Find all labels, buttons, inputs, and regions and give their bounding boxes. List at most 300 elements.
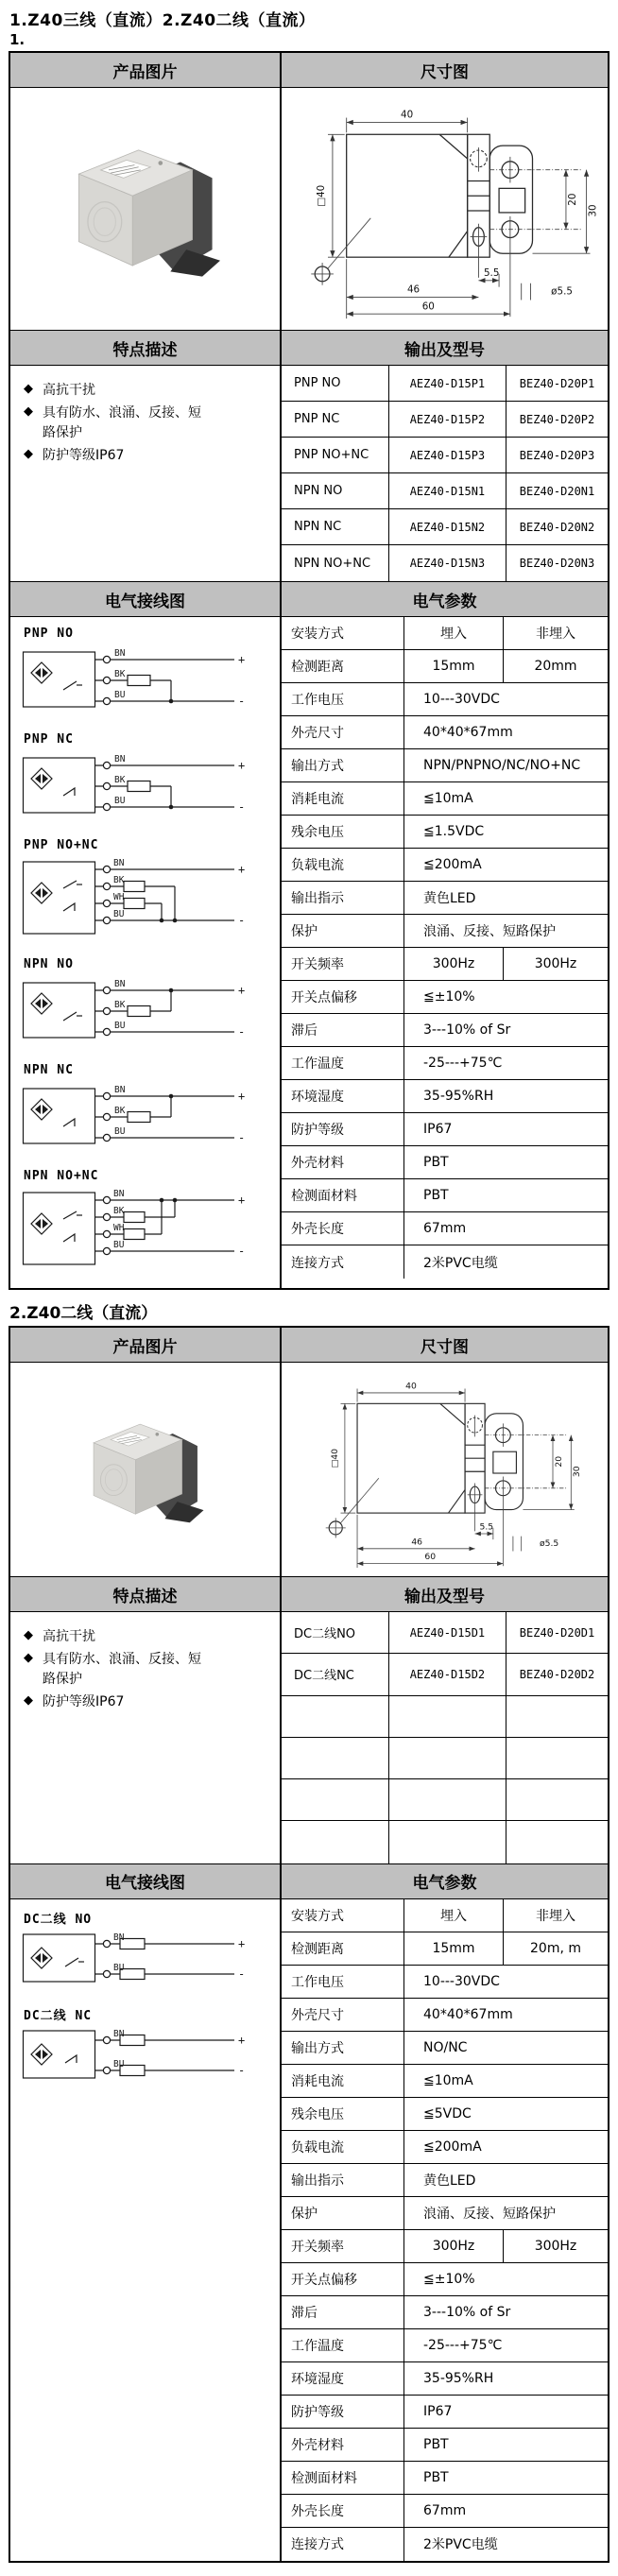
feature-text: 高抗干扰	[43, 383, 95, 398]
wiring-title: DC二线 NO	[24, 1912, 93, 1927]
param-label: 外壳长度	[282, 1212, 404, 1245]
feature-item	[24, 404, 213, 442]
feature-text: 具有防水、浪涌、反接、短路保护	[43, 405, 201, 440]
param-label: 开关点偏移	[282, 2263, 404, 2295]
wire-label-bn: BN	[113, 1932, 125, 1943]
model-output-type: NPN NO+NC	[282, 545, 389, 581]
wire-label-bn: BN	[113, 858, 125, 868]
dim-width-top: 40	[400, 109, 413, 121]
section1-header-row-features	[10, 331, 608, 366]
product-photo	[60, 134, 231, 283]
feature-item	[24, 1627, 213, 1646]
wiring-title: PNP NO	[24, 627, 74, 641]
param-value-1: NPN/PNPNO/NC/NO+NC	[423, 758, 581, 773]
section1-product-photo-cell	[10, 88, 282, 330]
section1-images-row	[10, 88, 608, 331]
param-label: 消耗电流	[282, 2065, 404, 2097]
wire-label-bu: BU	[113, 909, 125, 919]
param-row	[282, 2197, 608, 2230]
model-row	[282, 1738, 608, 1779]
param-value-1: ≦10mA	[423, 2072, 473, 2088]
param-row	[282, 1932, 608, 1966]
param-row	[282, 981, 608, 1014]
wire-label-bn: BN	[113, 2028, 125, 2039]
model-code-nonflush: BEZ40-D20P1	[519, 376, 595, 390]
param-value-1: ≦±10%	[423, 989, 475, 1005]
header-params: 电气参数	[412, 592, 477, 611]
section1-params-table	[282, 617, 608, 1288]
param-row	[282, 948, 608, 981]
plus-mark: +	[238, 1090, 246, 1103]
wiring-title: NPN NO	[24, 957, 74, 971]
model-code-nonflush	[506, 1738, 608, 1778]
dim-side: □40	[315, 184, 327, 207]
model-code-flush	[389, 1696, 506, 1737]
param-value-1: ≦±10%	[423, 2271, 475, 2287]
param-value-1: 3---10% of Sr	[423, 2304, 511, 2320]
param-row	[282, 849, 608, 882]
param-value-1: 300Hz	[432, 2238, 475, 2254]
param-label: 外壳尺寸	[282, 716, 404, 748]
param-value-1: -25---+75℃	[423, 1056, 503, 1071]
param-label: 开关频率	[282, 948, 404, 980]
param-row	[282, 915, 608, 948]
param-value-1: 黄色LED	[423, 891, 476, 906]
section2-wiring-diagrams	[10, 1899, 282, 2561]
header-wiring: 电气接线图	[10, 582, 282, 616]
wiring-title: DC二线 NC	[24, 2008, 93, 2023]
param-row	[282, 2462, 608, 2495]
header-output-models: 输出及型号	[404, 1587, 485, 1606]
param-row	[282, 2429, 608, 2462]
wire-label-wh: WH	[113, 1223, 125, 1233]
wire-label-bk: BK	[113, 875, 125, 885]
feature-text: 防护等级IP67	[43, 1693, 125, 1709]
minus-mark: -	[238, 800, 246, 814]
model-row	[282, 509, 608, 545]
param-row	[282, 650, 608, 683]
param-label: 检测距离	[282, 650, 404, 682]
section1-features	[10, 366, 282, 581]
wire-label-bn: BN	[114, 1085, 126, 1095]
model-code-nonflush: BEZ40-D20P3	[519, 448, 595, 462]
model-code-nonflush: BEZ40-D20D2	[519, 1667, 595, 1681]
section2-header-row-features	[10, 1577, 608, 1612]
model-output-type	[282, 1821, 389, 1863]
param-label: 安装方式	[282, 617, 404, 649]
param-value-1: 埋入	[440, 1908, 467, 1924]
model-row	[282, 1612, 608, 1654]
param-label: 防护等级	[282, 1113, 404, 1145]
param-value-1: IP67	[423, 1122, 453, 1137]
section2-header-row-images	[10, 1328, 608, 1363]
model-row	[282, 1821, 608, 1863]
section2-table	[9, 1326, 609, 2563]
param-value-1: ≦200mA	[423, 2138, 482, 2155]
model-row	[282, 1779, 608, 1821]
feature-item	[24, 446, 213, 465]
wiring-title: NPN NO+NC	[24, 1169, 99, 1183]
section1-wiring-diagrams	[10, 617, 282, 1288]
param-label: 检测面材料	[282, 1179, 404, 1211]
param-row	[282, 816, 608, 849]
section1-header-row-images	[10, 53, 608, 88]
param-row	[282, 2296, 608, 2329]
feature-text: 防护等级IP67	[43, 447, 125, 463]
param-label: 工作电压	[282, 1966, 404, 1998]
model-code-flush: AEZ40-D15N2	[389, 509, 506, 544]
model-output-type: DC二线NC	[282, 1654, 389, 1694]
model-row	[282, 545, 608, 581]
param-row	[282, 749, 608, 782]
param-label: 环境湿度	[282, 1080, 404, 1112]
diamond-bullet-icon: ◆	[24, 382, 33, 396]
param-row	[282, 1245, 608, 1279]
param-row	[282, 2329, 608, 2362]
wiring-diagram-dc2-nc	[22, 2005, 280, 2089]
wire-label-bn: BN	[114, 754, 126, 764]
model-code-flush: AEZ40-D15N1	[389, 473, 506, 508]
dim-hole-offset: 5.5	[479, 1521, 493, 1533]
model-code-flush	[389, 1779, 506, 1820]
section2-dimension-cell	[282, 1363, 608, 1576]
param-value-1: 67mm	[423, 1221, 467, 1236]
plus-mark: +	[238, 863, 246, 876]
wire-label-bu: BU	[114, 690, 126, 700]
dim-bracket-height: 30	[571, 1465, 582, 1477]
feature-text: 高抗干扰	[43, 1629, 95, 1644]
section1-dimension-cell	[282, 88, 608, 330]
model-output-type	[282, 1738, 389, 1778]
wiring-title: PNP NO+NC	[24, 838, 99, 852]
diamond-bullet-icon: ◆	[24, 446, 33, 461]
dimension-drawing	[303, 1365, 587, 1574]
model-row	[282, 438, 608, 473]
param-row	[282, 2263, 608, 2296]
model-row	[282, 473, 608, 509]
minus-mark: -	[238, 695, 246, 708]
model-code-flush: AEZ40-D15D1	[389, 1612, 506, 1653]
dim-body-depth: 46	[410, 1536, 422, 1547]
param-value-1: ≦1.5VDC	[423, 824, 485, 839]
param-value-1: 黄色LED	[423, 2172, 476, 2189]
minus-mark: -	[238, 914, 246, 927]
wiring-title: PNP NC	[24, 732, 74, 747]
diamond-bullet-icon: ◆	[24, 404, 33, 420]
param-label: 开关点偏移	[282, 981, 404, 1013]
dim-bracket-height: 30	[586, 204, 598, 217]
bottom-margin	[0, 2563, 618, 2576]
param-value-1: 35-95%RH	[423, 2370, 494, 2386]
param-label: 检测面材料	[282, 2462, 404, 2494]
param-value-1: ≦10mA	[423, 791, 473, 806]
param-row	[282, 1080, 608, 1113]
param-value-1: 10---30VDC	[423, 1973, 500, 1989]
param-row	[282, 1146, 608, 1179]
param-value-1: 浪涌、反接、短路保护	[423, 924, 556, 939]
section1-model-table	[282, 366, 608, 581]
wire-label-bn: BN	[114, 979, 126, 989]
model-output-type	[282, 1779, 389, 1820]
param-label: 残余电压	[282, 2098, 404, 2130]
wire-label-bk: BK	[114, 669, 126, 679]
plus-mark: +	[238, 759, 246, 772]
wire-label-bu: BU	[114, 1126, 126, 1137]
param-value-1: ≦5VDC	[423, 2105, 472, 2121]
wire-label-bu: BU	[114, 796, 126, 806]
feature-item	[24, 1650, 213, 1689]
param-value-2: 300Hz	[503, 948, 608, 980]
feature-text: 具有防水、浪涌、反接、短路保护	[43, 1652, 201, 1687]
model-code-flush: AEZ40-D15N3	[389, 545, 506, 581]
param-row	[282, 2032, 608, 2065]
header-product-image: 产品图片	[10, 53, 282, 87]
wire-label-bn: BN	[114, 648, 126, 659]
dim-hole-pitch: 20	[566, 193, 578, 206]
wiring-title: NPN NC	[24, 1063, 74, 1077]
param-row	[282, 1014, 608, 1047]
section2-features	[10, 1612, 282, 1863]
feature-item	[24, 1692, 213, 1711]
model-code-flush: AEZ40-D15P3	[389, 438, 506, 472]
wiring-diagram-npn-nc	[22, 1063, 280, 1157]
param-label: 输出指示	[282, 2164, 404, 2196]
param-row	[282, 782, 608, 816]
param-label: 滞后	[282, 2296, 404, 2328]
wire-label-bk: BK	[114, 1000, 126, 1010]
param-value-1: 40*40*67mm	[423, 2006, 513, 2022]
section1-wiring-params-row	[10, 617, 608, 1288]
param-row	[282, 2362, 608, 2396]
param-row	[282, 1179, 608, 1212]
model-code-nonflush: BEZ40-D20N2	[519, 520, 595, 534]
param-value-2: 非埋入	[503, 617, 608, 649]
param-value-1: -25---+75℃	[423, 2337, 503, 2353]
param-value-1: PBT	[423, 2469, 449, 2485]
model-row	[282, 1696, 608, 1738]
param-row	[282, 2065, 608, 2098]
param-value-1: NO/NC	[423, 2039, 468, 2055]
minus-mark: -	[238, 1131, 246, 1144]
section2-wiring-params-row	[10, 1899, 608, 2561]
model-output-type	[282, 1696, 389, 1737]
dim-width-top: 40	[404, 1381, 417, 1392]
param-value-1: IP67	[423, 2403, 453, 2419]
wire-label-bk: BK	[113, 1206, 125, 1216]
param-label: 保护	[282, 915, 404, 947]
param-row	[282, 2396, 608, 2429]
param-value-1: 40*40*67mm	[423, 725, 513, 740]
section1-number: 1.	[9, 31, 26, 48]
model-output-type: PNP NC	[282, 402, 389, 437]
header-dimension-diagram: 尺寸图	[421, 1337, 469, 1357]
section2-header-row-wiring	[10, 1864, 608, 1899]
section2-params-table	[282, 1899, 608, 2561]
param-row	[282, 882, 608, 915]
param-row	[282, 2495, 608, 2528]
param-label: 负载电流	[282, 849, 404, 881]
param-row	[282, 2098, 608, 2131]
model-output-type: PNP NO+NC	[282, 438, 389, 472]
param-label: 滞后	[282, 1014, 404, 1046]
param-value-1: 35-95%RH	[423, 1089, 494, 1104]
param-label: 保护	[282, 2197, 404, 2229]
header-output-models: 输出及型号	[404, 340, 485, 360]
wire-label-bu: BU	[114, 1021, 126, 1031]
diamond-bullet-icon: ◆	[24, 1651, 33, 1666]
model-code-nonflush: BEZ40-D20D1	[519, 1625, 595, 1640]
wire-label-bu: BU	[113, 1962, 125, 1973]
wire-label-bn: BN	[113, 1189, 125, 1199]
page-title: 1.Z40三线（直流）2.Z40二线（直流）	[9, 11, 316, 30]
model-code-nonflush	[506, 1696, 608, 1737]
wire-label-bk: BK	[114, 775, 126, 785]
model-code-flush	[389, 1738, 506, 1778]
param-label: 防护等级	[282, 2396, 404, 2428]
wiring-diagram-pnp-no-nc	[22, 838, 280, 945]
diamond-bullet-icon: ◆	[24, 1692, 33, 1708]
param-value-2: 20mm	[503, 650, 608, 682]
dim-hole-dia: ø5.5	[539, 1537, 558, 1549]
section2-features-models-row	[10, 1612, 608, 1864]
model-row	[282, 366, 608, 402]
dim-total-depth: 60	[423, 1551, 436, 1562]
param-label: 开关频率	[282, 2230, 404, 2262]
param-row	[282, 2230, 608, 2263]
model-code-nonflush	[506, 1821, 608, 1863]
model-code-nonflush: BEZ40-D20N3	[519, 557, 595, 570]
wiring-diagram-npn-no-nc	[22, 1169, 280, 1276]
wiring-diagram-npn-no	[22, 957, 280, 1051]
model-code-nonflush	[506, 1779, 608, 1820]
param-label: 消耗电流	[282, 782, 404, 815]
param-label: 安装方式	[282, 1899, 404, 1932]
dim-side: □40	[329, 1448, 340, 1468]
plus-mark: +	[238, 2033, 246, 2047]
plus-mark: +	[238, 1936, 246, 1950]
section2-product-photo-cell	[10, 1363, 282, 1576]
model-output-type: NPN NO	[282, 473, 389, 508]
param-value-1: 浪涌、反接、短路保护	[423, 2206, 556, 2222]
param-value-1: 2米PVC电缆	[423, 1255, 498, 1271]
param-value-1: 2米PVC电缆	[423, 2537, 498, 2553]
dim-total-depth: 60	[421, 301, 435, 313]
param-value-1: PBT	[423, 2436, 449, 2452]
model-code-flush: AEZ40-D15P2	[389, 402, 506, 437]
param-row	[282, 2164, 608, 2197]
param-value-1: 10---30VDC	[423, 692, 500, 707]
model-row	[282, 402, 608, 438]
dim-hole-pitch: 20	[553, 1455, 564, 1468]
param-row	[282, 1966, 608, 1999]
model-row	[282, 1654, 608, 1695]
param-row	[282, 1899, 608, 1932]
param-label: 输出指示	[282, 882, 404, 914]
section2-model-table	[282, 1612, 608, 1863]
section1-header-row-wiring	[10, 582, 608, 617]
model-code-nonflush: BEZ40-D20P2	[519, 412, 595, 426]
dim-hole-offset: 5.5	[483, 266, 499, 279]
param-row	[282, 1047, 608, 1080]
header-features: 特点描述	[10, 1577, 282, 1611]
wire-label-bu: BU	[113, 1240, 125, 1250]
param-value-1: ≦200mA	[423, 857, 482, 872]
header-params: 电气参数	[412, 1874, 477, 1894]
param-row	[282, 1113, 608, 1146]
param-label: 输出方式	[282, 749, 404, 781]
param-row	[282, 1212, 608, 1245]
minus-mark: -	[238, 2063, 246, 2077]
param-row	[282, 683, 608, 716]
param-value-1: 300Hz	[432, 956, 475, 971]
param-row	[282, 716, 608, 749]
wire-label-bu: BU	[113, 2058, 125, 2069]
section2-title: 2.Z40二线（直流）	[9, 1304, 158, 1323]
minus-mark: -	[238, 1245, 246, 1258]
param-label: 残余电压	[282, 816, 404, 848]
dimension-drawing	[286, 92, 604, 326]
model-code-flush: AEZ40-D15P1	[389, 366, 506, 401]
wiring-diagram-pnp-no	[22, 627, 280, 720]
model-output-type: PNP NO	[282, 366, 389, 401]
section2-images-row	[10, 1363, 608, 1577]
model-code-flush	[389, 1821, 506, 1863]
param-label: 外壳材料	[282, 2429, 404, 2461]
param-row	[282, 2528, 608, 2561]
header-dimension-diagram: 尺寸图	[421, 62, 469, 82]
param-label: 负载电流	[282, 2131, 404, 2163]
diamond-bullet-icon: ◆	[24, 1628, 33, 1642]
param-row	[282, 1999, 608, 2032]
header-features: 特点描述	[10, 331, 282, 365]
plus-mark: +	[238, 984, 246, 997]
wire-label-wh: WH	[113, 892, 125, 902]
model-output-type: NPN NC	[282, 509, 389, 544]
param-value-2: 20m, m	[503, 1932, 608, 1965]
feature-item	[24, 381, 213, 400]
section1-features-models-row	[10, 366, 608, 582]
param-value-1: 3---10% of Sr	[423, 1022, 511, 1038]
dim-hole-dia: ø5.5	[550, 285, 573, 298]
minus-mark: -	[238, 1966, 246, 1981]
param-value-1: 15mm	[432, 659, 475, 674]
param-label: 工作电压	[282, 683, 404, 715]
product-photo	[79, 1412, 212, 1528]
param-label: 外壳材料	[282, 1146, 404, 1178]
param-label: 外壳尺寸	[282, 1999, 404, 2031]
param-row	[282, 617, 608, 650]
param-label: 环境湿度	[282, 2362, 404, 2395]
param-value-2: 300Hz	[503, 2230, 608, 2262]
param-label: 连接方式	[282, 1245, 404, 1279]
header-wiring: 电气接线图	[10, 1864, 282, 1898]
plus-mark: +	[238, 1194, 246, 1207]
model-code-nonflush: BEZ40-D20N1	[519, 484, 595, 498]
model-output-type: DC二线NO	[282, 1612, 389, 1653]
dim-body-depth: 46	[406, 283, 420, 296]
param-row	[282, 2131, 608, 2164]
header-product-image: 产品图片	[10, 1328, 282, 1362]
param-label: 外壳长度	[282, 2495, 404, 2527]
wiring-diagram-pnp-nc	[22, 732, 280, 826]
minus-mark: -	[238, 1025, 246, 1039]
param-label: 连接方式	[282, 2528, 404, 2561]
param-label: 工作温度	[282, 1047, 404, 1079]
model-code-flush: AEZ40-D15D2	[389, 1654, 506, 1694]
param-value-1: 15mm	[432, 1940, 475, 1956]
wiring-diagram-dc2-no	[22, 1909, 280, 1993]
param-value-1: PBT	[423, 1155, 449, 1170]
